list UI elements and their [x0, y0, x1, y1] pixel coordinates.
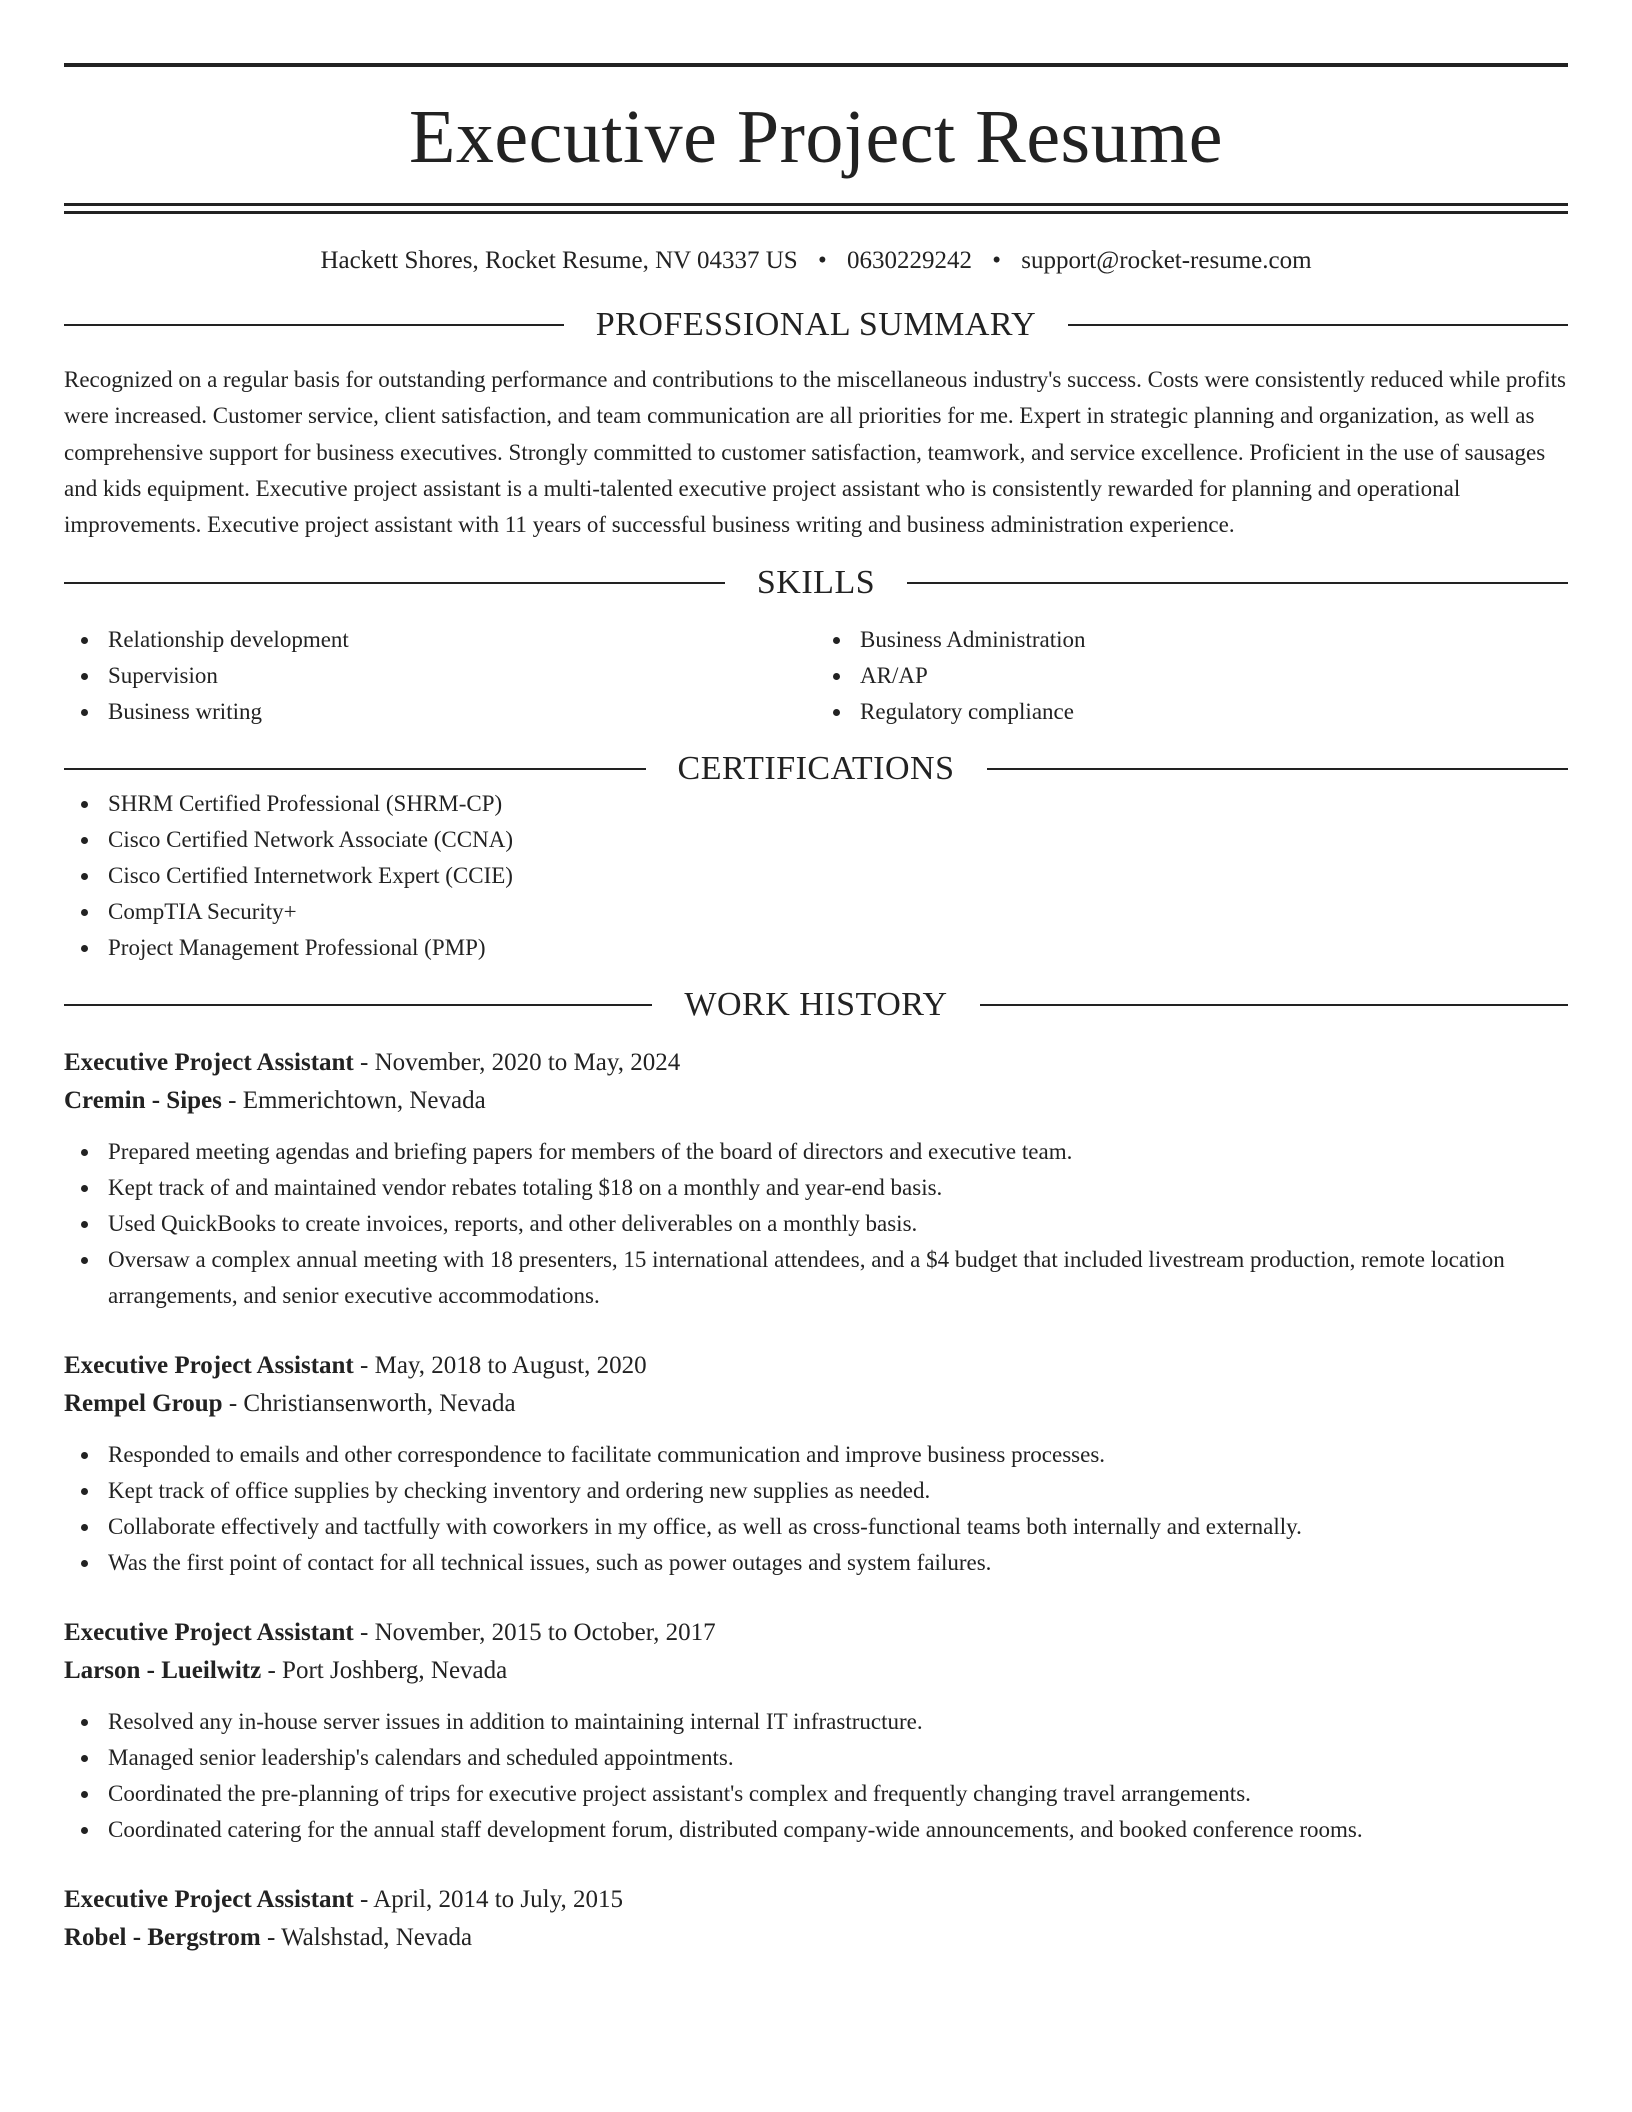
job-title: Executive Project Assistant: [64, 1886, 354, 1914]
job-company: Cremin - Sipes: [64, 1087, 222, 1115]
resume-page: [64, 0, 1568, 1957]
job-company: Rempel Group: [64, 1390, 223, 1418]
job-duty-item: Kept track of and maintained vendor rebates totaling $18 on a monthly and year-end basis.: [64, 1170, 1568, 1206]
section-divider: [64, 768, 646, 770]
job-duties: [64, 1437, 1568, 1581]
job-location: - Christiansenworth, Nevada: [222, 1390, 516, 1418]
section-header-work: [64, 988, 1568, 1022]
job-duty-item: Was the first point of contact for all technical issues, such as power outages and system failures.: [64, 1545, 1568, 1581]
section-divider: [980, 1004, 1568, 1006]
top-rule: [64, 63, 1568, 67]
section-header-skills: [64, 566, 1568, 600]
skill-item: Regulatory compliance: [816, 694, 1568, 730]
section-header-certifications: [64, 752, 1568, 786]
job-dates: - November, 2020 to May, 2024: [353, 1049, 681, 1077]
job-title-line: [64, 1881, 1568, 1919]
section-title: WORK HISTORY: [684, 986, 948, 1024]
job-title: Executive Project Assistant: [64, 1619, 354, 1647]
job-duty-item: Oversaw a complex annual meeting with 18 presenters, 15 international attendees, and a $4 budget that included livestream production, remote location arrangements, and senior executive accommodations.: [64, 1242, 1568, 1314]
section-divider: [64, 1004, 652, 1006]
job-duty-item: Coordinated the pre-planning of trips for executive project assistant's complex and frequently changing travel arrangements.: [64, 1776, 1568, 1812]
title-double-rule: [64, 203, 1568, 214]
job-duty-item: Resolved any in-house server issues in addition to maintaining internal IT infrastructure.: [64, 1704, 1568, 1740]
certification-item: Cisco Certified Network Associate (CCNA): [64, 822, 1568, 858]
job-location: - Walshstad, Nevada: [260, 1924, 473, 1952]
skills-list-left: [64, 622, 816, 730]
skill-item: Business Administration: [816, 622, 1568, 658]
job-title-line: [64, 1044, 1568, 1082]
job-duties: [64, 1704, 1568, 1848]
certifications-list: [64, 786, 1568, 966]
job-duty-item: Kept track of office supplies by checking inventory and ordering new supplies as needed.: [64, 1473, 1568, 1509]
certification-item: Cisco Certified Internetwork Expert (CCIE): [64, 858, 1568, 894]
job-duty-item: Prepared meeting agendas and briefing papers for members of the board of directors and executive team.: [64, 1134, 1568, 1170]
section-divider: [1068, 324, 1568, 326]
professional-summary-text: Recognized on a regular basis for outstanding performance and contributions to the miscellaneous industry's success. Costs were consistently reduced while profits were increased. Customer service, client satisfaction, and team communication are all priorities for me. Expert in strategic planning and organization, as well as comprehensive support for business executives. Strongly committed to customer satisfaction, teamwork, and service excellence. Proficient in the use of sausages and kids equipment. Executive project assistant is a multi-talented executive project assistant who is consistently rewarded for planning and operational improvements. Executive project assistant with 11 years of successful business writing and business administration experience.: [64, 367, 1566, 538]
job-entry: [64, 1881, 1568, 1957]
job-title: Executive Project Assistant: [64, 1049, 354, 1077]
job-title: Executive Project Assistant: [64, 1352, 354, 1380]
skills-grid: [64, 622, 1568, 730]
job-duty-item: Managed senior leadership's calendars and scheduled appointments.: [64, 1740, 1568, 1776]
job-duty-item: Collaborate effectively and tactfully with coworkers in my office, as well as cross-functional teams both internally and externally.: [64, 1509, 1568, 1545]
section-divider: [64, 324, 564, 326]
job-duty-item: Used QuickBooks to create invoices, reports, and other deliverables on a monthly basis.: [64, 1206, 1568, 1242]
contact-separator: •: [817, 247, 827, 274]
job-duties: [64, 1134, 1568, 1314]
job-company-line: [64, 1082, 1568, 1120]
job-company: Robel - Bergstrom: [64, 1924, 261, 1952]
job-entry: [64, 1347, 1568, 1581]
job-dates: - April, 2014 to July, 2015: [353, 1886, 623, 1914]
section-title: PROFESSIONAL SUMMARY: [595, 306, 1037, 343]
job-entry: [64, 1044, 1568, 1314]
job-location: - Port Joshberg, Nevada: [261, 1657, 508, 1685]
job-title-line: [64, 1614, 1568, 1652]
certification-item: CompTIA Security+: [64, 894, 1568, 930]
contact-separator: •: [992, 247, 1001, 274]
skills-list-right: [816, 622, 1568, 730]
contact-phone: 0630229242: [846, 247, 972, 274]
certification-item: Project Management Professional (PMP): [64, 930, 1568, 966]
certification-item: SHRM Certified Professional (SHRM-CP): [64, 786, 1568, 822]
section-divider: [64, 582, 725, 584]
contact-email: support@rocket-resume.com: [1021, 247, 1312, 274]
job-title-line: [64, 1347, 1568, 1385]
skill-item: Business writing: [64, 694, 816, 730]
skill-item: Relationship development: [64, 622, 816, 658]
job-duty-item: Responded to emails and other correspondence to facilitate communication and improve business processes.: [64, 1437, 1568, 1473]
job-duty-item: Coordinated catering for the annual staff development forum, distributed company-wide announcements, and booked conference rooms.: [64, 1812, 1568, 1848]
section-title: SKILLS: [756, 564, 876, 602]
contact-address: Hackett Shores, Rocket Resume, NV 04337 US: [320, 247, 798, 274]
skill-item: AR/AP: [816, 658, 1568, 694]
section-divider: [987, 768, 1569, 770]
section-title: CERTIFICATIONS: [677, 750, 955, 788]
job-location: - Emmerichtown, Nevada: [221, 1087, 486, 1115]
job-company-line: [64, 1652, 1568, 1690]
job-dates: - November, 2015 to October, 2017: [353, 1619, 716, 1647]
job-entry: [64, 1614, 1568, 1848]
contact-line: [64, 248, 1568, 273]
skill-item: Supervision: [64, 658, 816, 694]
job-company-line: [64, 1385, 1568, 1423]
section-divider: [907, 582, 1568, 584]
section-header-summary: [64, 308, 1568, 342]
job-company: Larson - Lueilwitz: [64, 1657, 262, 1685]
resume-title: Executive Project Resume: [409, 95, 1223, 179]
job-dates: - May, 2018 to August, 2020: [353, 1352, 647, 1380]
job-company-line: [64, 1919, 1568, 1957]
